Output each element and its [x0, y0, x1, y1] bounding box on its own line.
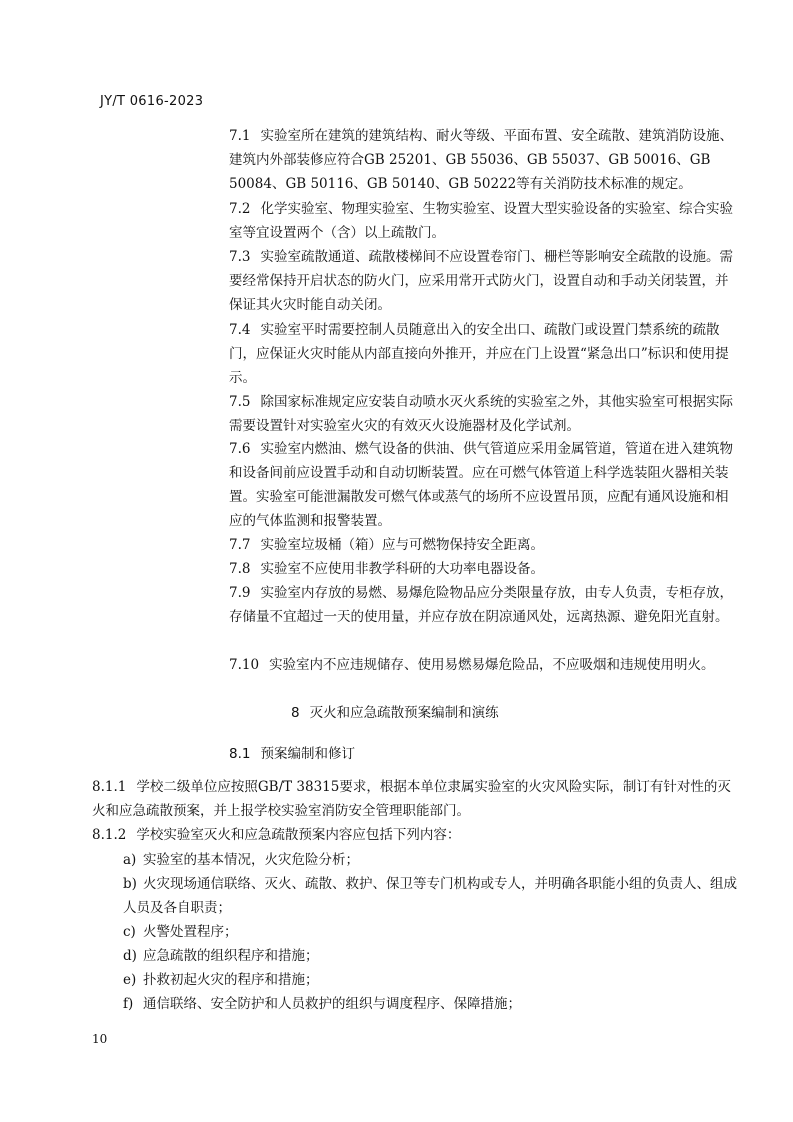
clause-7-2 — [229, 197, 741, 245]
clause-number: 8.1.1 — [92, 779, 127, 795]
clause-number: 7.5 — [229, 394, 251, 410]
clause-text: 实验室平时需要控制人员随意出入的安全出口、疏散门或设置门禁系统的疏散门，应保证火灾时能从内部直接向外推开，并应在门上设置“紧急出口”标识和使用提示。 — [229, 322, 729, 386]
section-8-1-heading — [229, 742, 355, 762]
clause-7-5 — [229, 390, 741, 438]
list-text: 火警处置程序； — [143, 924, 238, 940]
clause-7-7 — [229, 533, 741, 557]
list-item-f — [123, 992, 743, 1016]
clause-text: 实验室所在建筑的建筑结构、耐火等级、平面布置、安全疏散、建筑消防设施、建筑内外部装修应符合GB 25201、GB 55036、GB 55037、GB 50016、GB 50084、GB 50116、GB 50140、GB 50222等有关消防技术标准的规定。 — [229, 128, 733, 192]
section-number: 8.1 — [229, 746, 251, 762]
page-number: 10 — [92, 1032, 108, 1046]
clause-number: 8.1.2 — [92, 827, 127, 843]
list-item-b — [123, 872, 743, 920]
list-text: 通信联络、安全防护和人员救护的组织与调度程序、保障措施； — [143, 996, 521, 1012]
list-text: 火灾现场通信联络、灭火、疏散、救护、保卫等专门机构或专人，并明确各职能小组的负责人、组成人员及各自职责； — [123, 876, 737, 916]
clause-number: 7.9 — [229, 585, 251, 601]
clause-number: 7.2 — [229, 201, 251, 217]
list-text: 扑救初起火灾的程序和措施； — [143, 972, 319, 988]
list-text: 应急疏散的组织程序和措施； — [143, 948, 319, 964]
clause-text: 实验室内存放的易燃、易爆危险物品应分类限量存放，由专人负责，专柜存放，存储量不宜超过一天的使用量，并应存放在阴凉通风处，远离热源、避免阳光直射。 — [229, 585, 733, 625]
clause-7-8 — [229, 557, 741, 581]
clause-text: 实验室垃圾桶（箱）应与可燃物保持安全距离。 — [260, 537, 544, 553]
clause-8-1-1 — [92, 775, 742, 823]
list-label: c) — [123, 924, 136, 940]
clause-7-4 — [229, 318, 741, 390]
list-item-a — [123, 848, 743, 872]
clause-number: 7.6 — [229, 441, 251, 457]
document-id-header: JY/T 0616-2023 — [100, 94, 204, 109]
list-label: b) — [123, 876, 137, 892]
clause-text: 实验室疏散通道、疏散楼梯间不应设置卷帘门、栅栏等影响安全疏散的设施。需要经常保持开启状态的防火门，应采用常开式防火门，设置自动和手动关闭装置，并保证其火灾时能自动关闭。 — [229, 249, 733, 313]
list-item-e — [123, 968, 743, 992]
clause-number: 7.8 — [229, 561, 251, 577]
list-item-d — [123, 944, 743, 968]
chapter-8-heading — [291, 701, 499, 721]
clause-text: 学校二级单位应按照GB/T 38315要求，根据本单位隶属实验室的火灾风险实际，制订有针对性的灭火和应急疏散预案，并上报学校实验室消防安全管理职能部门。 — [92, 779, 731, 819]
section-title: 预案编制和修订 — [260, 746, 355, 762]
clause-7-1 — [229, 124, 741, 196]
clause-7-3 — [229, 245, 741, 317]
clause-7-6 — [229, 437, 741, 533]
clause-number: 7.4 — [229, 322, 251, 338]
clause-number: 7.10 — [229, 657, 260, 673]
clause-number: 7.7 — [229, 537, 251, 553]
chapter-number: 8 — [291, 705, 300, 721]
clause-text: 实验室不应使用非教学科研的大功率电器设备。 — [260, 561, 544, 577]
clause-8-1-2 — [92, 823, 742, 847]
chapter-title: 灭火和应急疏散预案编制和演练 — [309, 705, 499, 721]
list-label: d) — [123, 948, 137, 964]
clause-text: 化学实验室、物理实验室、生物实验室、设置大型实验设备的实验室、综合实验室等宜设置两个（含）以上疏散门。 — [229, 201, 733, 241]
list-text: 实验室的基本情况，火灾危险分析； — [143, 852, 359, 868]
list-label: a) — [123, 852, 137, 868]
list-label: e) — [123, 972, 137, 988]
clause-number: 7.1 — [229, 128, 251, 144]
list-item-c — [123, 920, 743, 944]
clause-7-9 — [229, 581, 741, 629]
clause-number: 7.3 — [229, 249, 251, 265]
list-label: f) — [123, 996, 134, 1012]
clause-text: 学校实验室灭火和应急疏散预案内容应包括下列内容： — [136, 827, 461, 843]
clause-7-10 — [229, 653, 741, 677]
clause-text: 实验室内燃油、燃气设备的供油、供气管道应采用金属管道，管道在进入建筑物和设备间前应设置手动和自动切断装置。应在可燃气体管道上科学选装阻火器相关装置。实验室可能泄漏散发可燃气体或蒸气的场所不应设置吊顶，应配有通风设施和相应的气体监测和报警装置。 — [229, 441, 733, 529]
clause-text: 除国家标准规定应安装自动喷水灭火系统的实验室之外，其他实验室可根据实际需要设置针对实验室火灾的有效灭火设施器材及化学试剂。 — [229, 394, 733, 434]
clause-text: 实验室内不应违规储存、使用易燃易爆危险品，不应吸烟和违规使用明火。 — [269, 657, 715, 673]
